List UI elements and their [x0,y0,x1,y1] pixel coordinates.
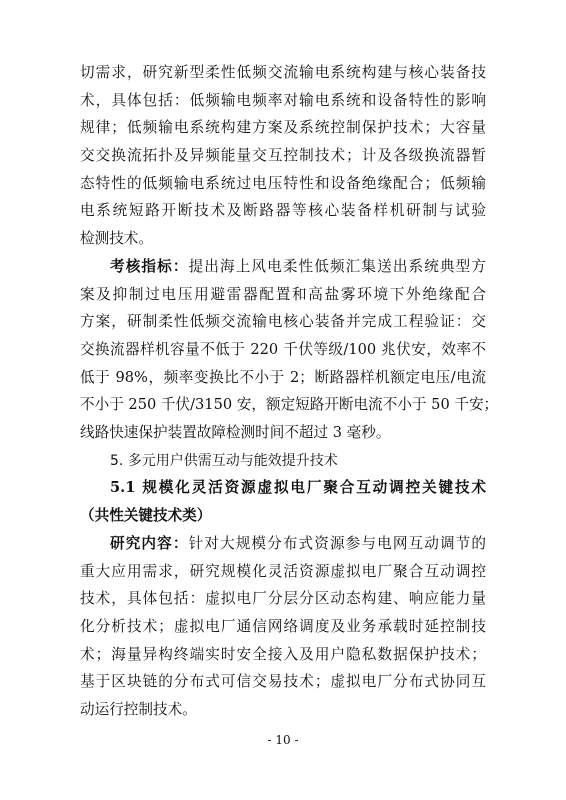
para3-line: 化分析技术；虚拟电厂通信网络调度及业务承载时延控制技 [80,618,486,635]
para2-line: 线路快速保护装置故障检测时间不超过 3 毫秒。 [80,424,391,441]
assessment-label: 考核指标： [110,258,189,275]
para3-line: 动运行控制技术。 [80,701,197,718]
para1-line: 电系统短路开断技术及断路器等核心装备样机研制与试验 [80,202,486,219]
para2-first-line [110,257,486,277]
para2-line: 方案，研制柔性低频交流输电核心装备并完成工程验证：交 [80,313,486,330]
para3-line: 技术，具体包括：虚拟电厂分层分区动态构建、响应能力量 [80,590,486,607]
para1-line: 术，具体包括：低频输电频率对输电系统和设备特性的影响 [80,92,486,109]
para3-line: 重大应用需求，研究规模化灵活资源虚拟电厂聚合互动调控 [80,563,486,580]
research-text: 针对大规模分布式资源参与电网互动调节的 [188,535,486,552]
section-5-1-heading: 5.1 规模化灵活资源虚拟电厂聚合互动调控关键技术 [110,479,486,496]
para1-line: 检测技术。 [80,230,153,247]
para2-line: 不小于 250 千伏/3150 安，额定短路开断电流不小于 50 千安； [80,396,499,413]
para3-line: 基于区块链的分布式可信交易技术；虚拟电厂分布式协同互 [80,673,486,690]
research-label: 研究内容： [110,535,189,552]
para1-line: 规律；低频输电系统构建方案及系统控制保护技术；大容量 [80,119,486,136]
para3-line: 术；海量异构终端实时安全接入及用户隐私数据保护技术； [80,646,486,663]
para2-line: 案及抑制过电压用避雷器配置和高盐雾环境下外绝缘配合 [80,286,486,303]
section-5-heading: 5. 多元用户供需互动与能效提升技术 [110,453,338,469]
para1-line: 交交换流拓扑及异频能量交互控制技术；计及各级换流器暂 [80,147,486,164]
para2-line: 交换流器样机容量不低于 220 千伏等级/100 兆伏安，效率不 [80,341,486,358]
assessment-text: 提出海上风电柔性低频汇集送出系统典型方 [188,258,486,275]
para1-line: 切需求，研究新型柔性低频交流输电系统构建与核心装备技 [80,64,486,81]
para1-line: 态特性的低频输电系统过电压特性和设备绝缘配合；低频输 [80,175,486,192]
page-number: - 10 - [267,733,299,747]
para3-first-line [110,534,486,554]
section-5-1-category: （共性关键技术类） [80,507,212,524]
para2-line: 低于 98%，频率变换比不小于 2；断路器样机额定电压/电流 [80,369,486,386]
